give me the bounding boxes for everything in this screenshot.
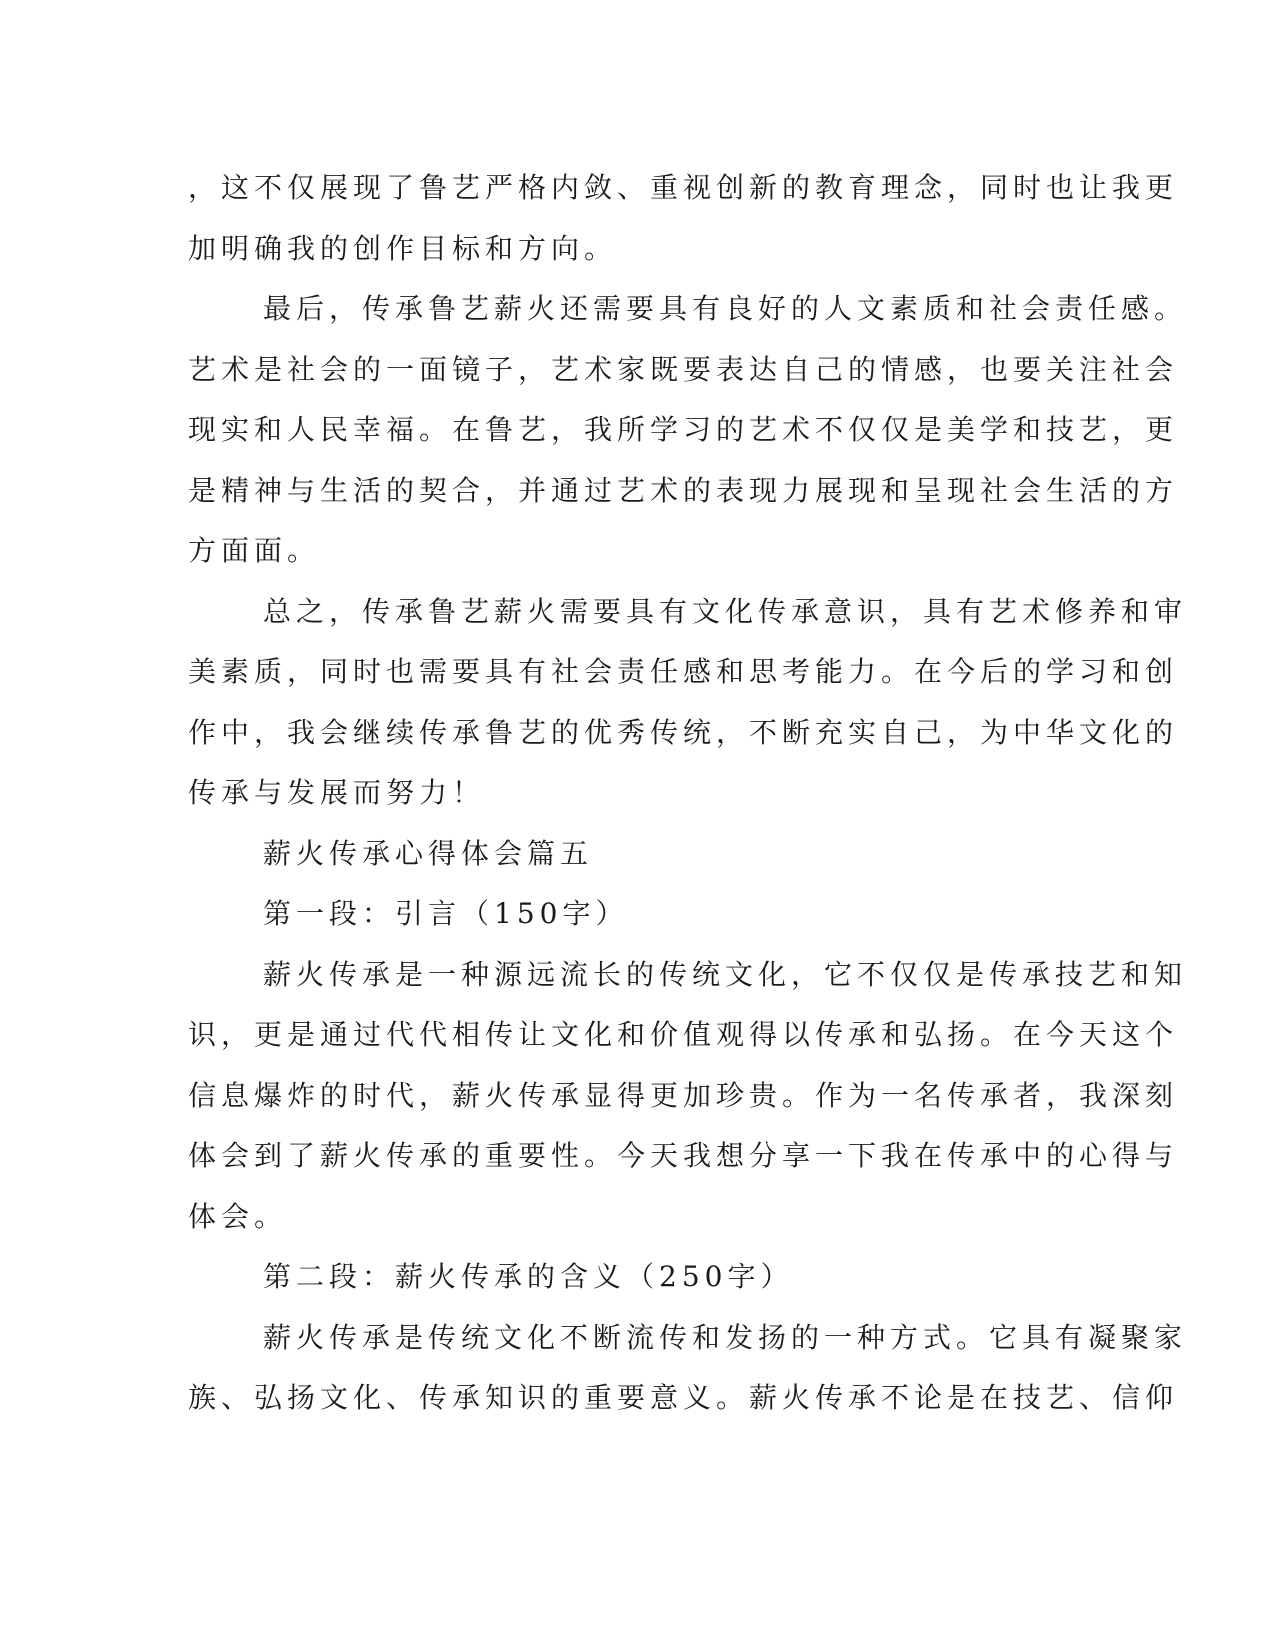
text-line: 加明确我的创作目标和方向。 (188, 231, 618, 265)
text-line: 作中，我会继续传承鲁艺的优秀传统，不断充实自己，为中华文化的 (188, 715, 1179, 749)
document-body (188, 158, 1188, 1429)
text-line: ，这不仅展现了鲁艺严格内敛、重视创新的教育理念，同时也让我更 (188, 171, 1179, 204)
text-line: 方面面。 (188, 534, 321, 567)
text-line: 是精神与生活的契合，并通过艺术的表现力展现和呈现社会生活的方 (188, 473, 1179, 507)
text-line: 体会到了薪火传承的重要性。今天我想分享一下我在传承中的心得与 (188, 1139, 1179, 1172)
text-line: 艺术是社会的一面镜子，艺术家既要表达自己的情感，也要关注社会 (188, 352, 1179, 386)
text-line: 识，更是通过代代相传让文化和价值观得以传承和弘扬。在今天这个 (188, 1018, 1179, 1051)
paragraph-start-line: 薪火传承是传统文化不断流传和发扬的一种方式。它具有凝聚家 (263, 1320, 1188, 1354)
text-line: 现实和人民幸福。在鲁艺，我所学习的艺术不仅仅是美学和技艺，更 (188, 413, 1179, 446)
text-line: 传承与发展而努力！ (188, 776, 486, 809)
text-line: 体会。 (188, 1199, 288, 1233)
section-heading: 第一段：引言（150字） (263, 897, 629, 930)
paragraph-start-line: 最后，传承鲁艺薪火还需要具有良好的人文素质和社会责任感。 (263, 292, 1188, 325)
paragraph-start-line: 薪火传承是一种源远流长的传统文化，它不仅仅是传承技艺和知 (263, 957, 1188, 991)
text-line: 族、弘扬文化、传承知识的重要意义。薪火传承不论是在技艺、信仰 (188, 1381, 1179, 1414)
paragraph-start-line: 总之，传承鲁艺薪火需要具有文化传承意识，具有艺术修养和审 (263, 594, 1188, 628)
text-line: 美素质，同时也需要具有社会责任感和思考能力。在今后的学习和创 (188, 655, 1179, 688)
section-heading: 第二段：薪火传承的含义（250字） (263, 1260, 794, 1293)
section-title: 薪火传承心得体会篇五 (263, 836, 594, 870)
text-line: 信息爆炸的时代，薪火传承显得更加珍贵。作为一名传承者，我深刻 (188, 1078, 1179, 1112)
